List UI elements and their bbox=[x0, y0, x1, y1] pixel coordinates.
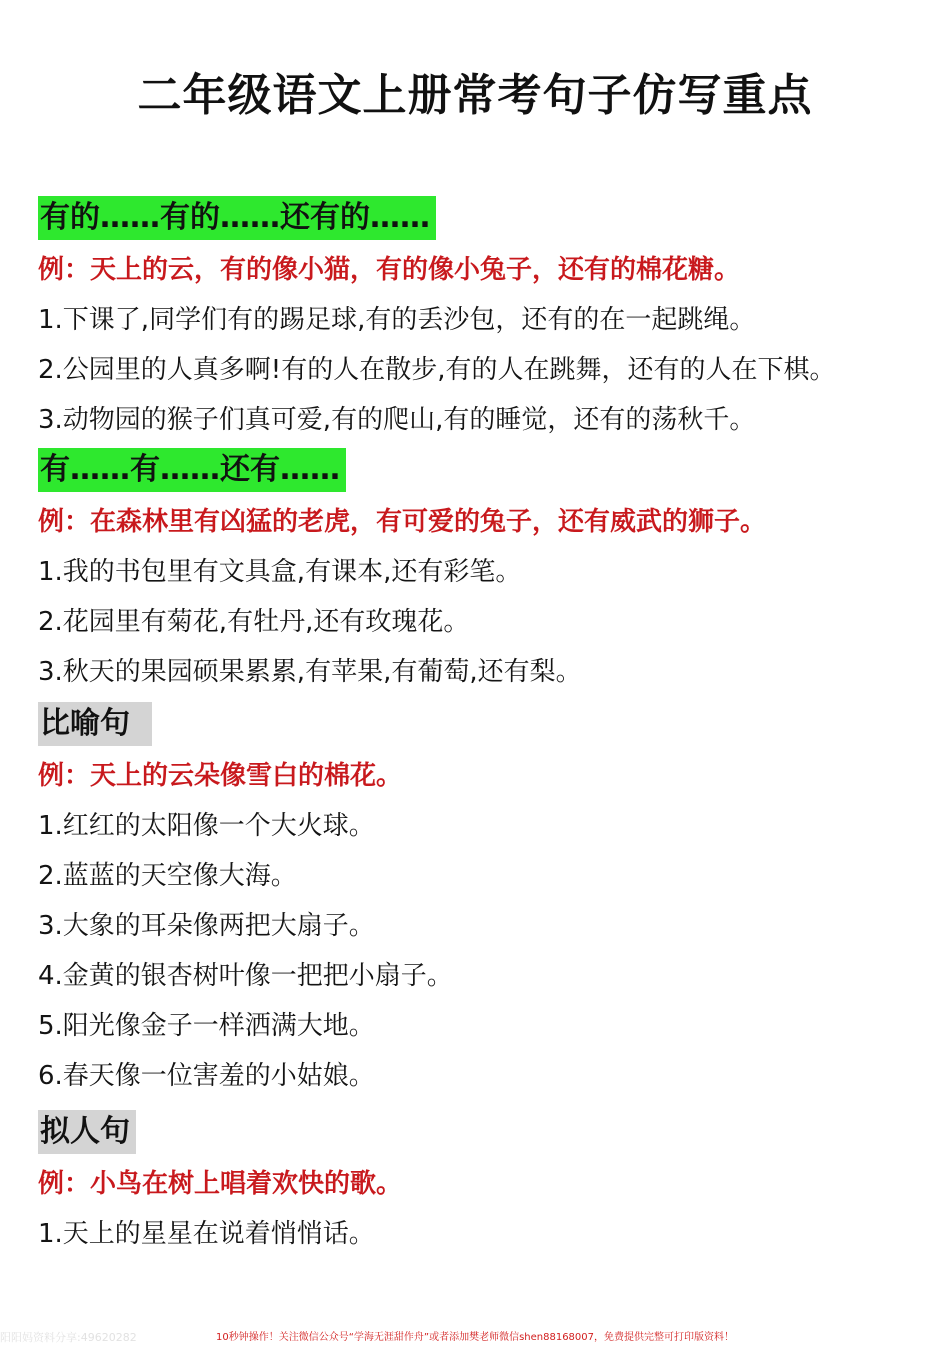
practice-sentence: 2.蓝蓝的天空像大海。 bbox=[38, 861, 297, 891]
page-title: 二年级语文上册常考句子仿写重点 bbox=[137, 70, 813, 121]
section-you-de bbox=[38, 196, 918, 438]
practice-sentence: 1.红红的太阳像一个大火球。 bbox=[38, 811, 375, 841]
footer-note: 10秒钟操作！关注微信公众号“学海无涯甜作舟”或者添加樊老师微信shen88168007，免费提供完整可打印版资料！ bbox=[215, 1332, 735, 1343]
example-sentence: 例：天上的云朵像雪白的棉花。 bbox=[38, 761, 403, 791]
practice-sentence: 5.阳光像金子一样洒满大地。 bbox=[38, 1011, 375, 1041]
section-heading: 有……有……还有…… bbox=[38, 448, 346, 492]
practice-sentence: 3.秋天的果园硕果累累,有苹果,有葡萄,还有梨。 bbox=[38, 657, 582, 687]
practice-sentence: 1.我的书包里有文具盒,有课本,还有彩笔。 bbox=[38, 557, 522, 587]
practice-sentence: 1.下课了,同学们有的踢足球,有的丢沙包，还有的在一起跳绳。 bbox=[38, 305, 756, 335]
example-sentence: 例：小鸟在树上唱着欢快的歌。 bbox=[38, 1169, 403, 1199]
practice-sentence: 2.公园里的人真多啊!有的人在散步,有的人在跳舞，还有的人在下棋。 bbox=[38, 355, 836, 385]
section-simile bbox=[38, 702, 918, 1094]
section-heading: 比喻句 bbox=[38, 702, 152, 746]
example-sentence: 例：天上的云，有的像小猫，有的像小兔子，还有的棉花糖。 bbox=[38, 255, 741, 285]
watermark-text: 阳阳妈资料分享:49620282 bbox=[0, 1331, 137, 1344]
example-sentence: 例：在森林里有凶猛的老虎，有可爱的兔子，还有威武的狮子。 bbox=[38, 507, 767, 537]
practice-sentence: 4.金黄的银杏树叶像一把把小扇子。 bbox=[38, 961, 453, 991]
practice-sentence: 2.花园里有菊花,有牡丹,还有玫瑰花。 bbox=[38, 607, 470, 637]
section-personification bbox=[38, 1110, 918, 1252]
section-you bbox=[38, 448, 918, 690]
practice-sentence: 3.动物园的猴子们真可爱,有的爬山,有的睡觉，还有的荡秋千。 bbox=[38, 405, 756, 435]
section-heading: 拟人句 bbox=[38, 1110, 136, 1154]
practice-sentence: 1.天上的星星在说着悄悄话。 bbox=[38, 1219, 375, 1249]
practice-sentence: 6.春天像一位害羞的小姑娘。 bbox=[38, 1061, 375, 1091]
section-heading: 有的……有的……还有的…… bbox=[38, 196, 436, 240]
practice-sentence: 3.大象的耳朵像两把大扇子。 bbox=[38, 911, 375, 941]
